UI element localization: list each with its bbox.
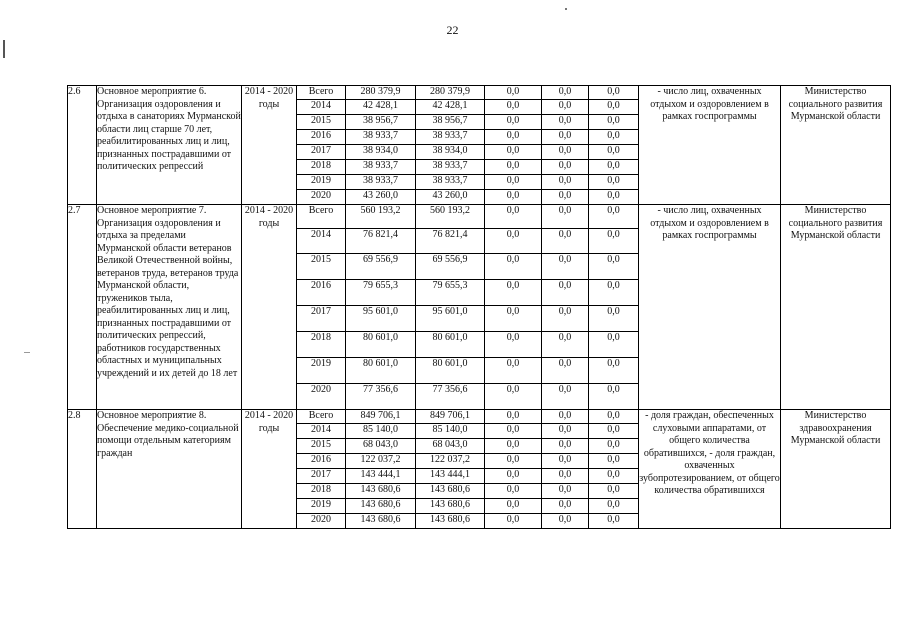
- local-funding-cell: 0,0: [542, 454, 589, 469]
- federal-funding-cell: 0,0: [485, 499, 542, 514]
- total-funding-cell: 76 821,4: [346, 229, 416, 254]
- total-funding-cell: 143 444,1: [346, 469, 416, 484]
- federal-funding-cell: 0,0: [485, 469, 542, 484]
- regional-funding-cell: 80 601,0: [416, 358, 485, 384]
- year-cell: 2018: [297, 332, 346, 358]
- local-funding-cell: 0,0: [542, 86, 589, 100]
- total-funding-cell: 849 706,1: [346, 410, 416, 424]
- regional-funding-cell: 38 933,7: [416, 175, 485, 190]
- table-row: [68, 86, 891, 100]
- local-funding-cell: 0,0: [542, 100, 589, 115]
- regional-funding-cell: 76 821,4: [416, 229, 485, 254]
- federal-funding-cell: 0,0: [485, 439, 542, 454]
- executor-cell: Министерство социального развития Мурманской области: [781, 205, 891, 410]
- other-funding-cell: 0,0: [589, 469, 639, 484]
- total-funding-cell: 85 140,0: [346, 424, 416, 439]
- regional-funding-cell: 68 043,0: [416, 439, 485, 454]
- total-funding-cell: 143 680,6: [346, 484, 416, 499]
- local-funding-cell: 0,0: [542, 484, 589, 499]
- total-funding-cell: 42 428,1: [346, 100, 416, 115]
- federal-funding-cell: 0,0: [485, 229, 542, 254]
- year-cell: Всего: [297, 410, 346, 424]
- regional-funding-cell: 560 193,2: [416, 205, 485, 229]
- other-funding-cell: 0,0: [589, 358, 639, 384]
- year-cell: 2015: [297, 254, 346, 280]
- other-funding-cell: 0,0: [589, 384, 639, 410]
- local-funding-cell: 0,0: [542, 306, 589, 332]
- total-funding-cell: 38 933,7: [346, 160, 416, 175]
- executor-cell: Министерство социального развития Мурманской области: [781, 86, 891, 205]
- local-funding-cell: 0,0: [542, 384, 589, 410]
- federal-funding-cell: 0,0: [485, 454, 542, 469]
- other-funding-cell: 0,0: [589, 145, 639, 160]
- measure-period: 2014 - 2020 годы: [242, 410, 297, 529]
- total-funding-cell: 38 956,7: [346, 115, 416, 130]
- other-funding-cell: 0,0: [589, 130, 639, 145]
- local-funding-cell: 0,0: [542, 130, 589, 145]
- other-funding-cell: 0,0: [589, 229, 639, 254]
- local-funding-cell: 0,0: [542, 332, 589, 358]
- regional-funding-cell: 69 556,9: [416, 254, 485, 280]
- total-funding-cell: 43 260,0: [346, 190, 416, 205]
- measure-name: Основное мероприятие 6. Организация оздоровления и отдыха в санаториях Мурманской области лиц старше 70 лет, реабилитированных лиц и лиц, признанных пострадавшими от политических репрессий: [97, 86, 242, 205]
- total-funding-cell: 122 037,2: [346, 454, 416, 469]
- local-funding-cell: 0,0: [542, 175, 589, 190]
- total-funding-cell: 77 356,6: [346, 384, 416, 410]
- federal-funding-cell: 0,0: [485, 115, 542, 130]
- regional-funding-cell: 85 140,0: [416, 424, 485, 439]
- federal-funding-cell: 0,0: [485, 130, 542, 145]
- year-cell: 2015: [297, 439, 346, 454]
- scan-margin-mark: [3, 40, 5, 58]
- other-funding-cell: 0,0: [589, 160, 639, 175]
- other-funding-cell: 0,0: [589, 205, 639, 229]
- other-funding-cell: 0,0: [589, 424, 639, 439]
- local-funding-cell: 0,0: [542, 205, 589, 229]
- other-funding-cell: 0,0: [589, 332, 639, 358]
- year-cell: 2020: [297, 384, 346, 410]
- regional-funding-cell: 95 601,0: [416, 306, 485, 332]
- total-funding-cell: 80 601,0: [346, 332, 416, 358]
- regional-funding-cell: 79 655,3: [416, 280, 485, 306]
- total-funding-cell: 68 043,0: [346, 439, 416, 454]
- federal-funding-cell: 0,0: [485, 145, 542, 160]
- page-number: 22: [446, 23, 459, 37]
- year-cell: 2017: [297, 145, 346, 160]
- year-cell: 2020: [297, 514, 346, 529]
- federal-funding-cell: 0,0: [485, 384, 542, 410]
- year-cell: 2014: [297, 100, 346, 115]
- local-funding-cell: 0,0: [542, 145, 589, 160]
- year-cell: 2014: [297, 229, 346, 254]
- local-funding-cell: 0,0: [542, 280, 589, 306]
- other-funding-cell: 0,0: [589, 439, 639, 454]
- regional-funding-cell: 43 260,0: [416, 190, 485, 205]
- regional-funding-cell: 38 956,7: [416, 115, 485, 130]
- federal-funding-cell: 0,0: [485, 484, 542, 499]
- federal-funding-cell: 0,0: [485, 424, 542, 439]
- measure-number: 2.7: [68, 205, 97, 410]
- local-funding-cell: 0,0: [542, 190, 589, 205]
- measure-period: 2014 - 2020 годы: [242, 86, 297, 205]
- table-body: [68, 86, 891, 529]
- local-funding-cell: 0,0: [542, 514, 589, 529]
- federal-funding-cell: 0,0: [485, 100, 542, 115]
- other-funding-cell: 0,0: [589, 514, 639, 529]
- total-funding-cell: 80 601,0: [346, 358, 416, 384]
- total-funding-cell: 143 680,6: [346, 499, 416, 514]
- regional-funding-cell: 849 706,1: [416, 410, 485, 424]
- local-funding-cell: 0,0: [542, 358, 589, 384]
- measure-number: 2.6: [68, 86, 97, 205]
- year-cell: Всего: [297, 205, 346, 229]
- regional-funding-cell: 38 933,7: [416, 130, 485, 145]
- other-funding-cell: 0,0: [589, 254, 639, 280]
- indicator-cell: - число лиц, охваченных отдыхом и оздоровлением в рамках госпрограммы: [639, 205, 781, 410]
- year-cell: 2016: [297, 280, 346, 306]
- measure-name: Основное мероприятие 8. Обеспечение медико-социальной помощи отдельным категориям граждан: [97, 410, 242, 529]
- total-funding-cell: 79 655,3: [346, 280, 416, 306]
- local-funding-cell: 0,0: [542, 115, 589, 130]
- federal-funding-cell: 0,0: [485, 514, 542, 529]
- year-cell: 2014: [297, 424, 346, 439]
- year-cell: 2019: [297, 358, 346, 384]
- table-row: [68, 205, 891, 229]
- total-funding-cell: 95 601,0: [346, 306, 416, 332]
- local-funding-cell: 0,0: [542, 229, 589, 254]
- local-funding-cell: 0,0: [542, 254, 589, 280]
- other-funding-cell: 0,0: [589, 499, 639, 514]
- local-funding-cell: 0,0: [542, 160, 589, 175]
- other-funding-cell: 0,0: [589, 306, 639, 332]
- measure-period: 2014 - 2020 годы: [242, 205, 297, 410]
- other-funding-cell: 0,0: [589, 115, 639, 130]
- federal-funding-cell: 0,0: [485, 410, 542, 424]
- regional-funding-cell: 143 680,6: [416, 499, 485, 514]
- local-funding-cell: 0,0: [542, 424, 589, 439]
- total-funding-cell: 69 556,9: [346, 254, 416, 280]
- other-funding-cell: 0,0: [589, 454, 639, 469]
- other-funding-cell: 0,0: [589, 86, 639, 100]
- regional-funding-cell: 143 444,1: [416, 469, 485, 484]
- federal-funding-cell: 0,0: [485, 358, 542, 384]
- regional-funding-cell: 38 933,7: [416, 160, 485, 175]
- indicator-cell: - число лиц, охваченных отдыхом и оздоровлением в рамках госпрограммы: [639, 86, 781, 205]
- local-funding-cell: 0,0: [542, 439, 589, 454]
- year-cell: Всего: [297, 86, 346, 100]
- federal-funding-cell: 0,0: [485, 160, 542, 175]
- other-funding-cell: 0,0: [589, 280, 639, 306]
- other-funding-cell: 0,0: [589, 100, 639, 115]
- federal-funding-cell: 0,0: [485, 280, 542, 306]
- regional-funding-cell: 38 934,0: [416, 145, 485, 160]
- regional-funding-cell: 143 680,6: [416, 484, 485, 499]
- year-cell: 2016: [297, 130, 346, 145]
- federal-funding-cell: 0,0: [485, 86, 542, 100]
- budget-table: [67, 85, 891, 529]
- local-funding-cell: 0,0: [542, 469, 589, 484]
- regional-funding-cell: 80 601,0: [416, 332, 485, 358]
- other-funding-cell: 0,0: [589, 484, 639, 499]
- year-cell: 2018: [297, 160, 346, 175]
- regional-funding-cell: 280 379,9: [416, 86, 485, 100]
- scan-dot-mark: [565, 8, 567, 10]
- year-cell: 2016: [297, 454, 346, 469]
- year-cell: 2019: [297, 499, 346, 514]
- regional-funding-cell: 122 037,2: [416, 454, 485, 469]
- local-funding-cell: 0,0: [542, 499, 589, 514]
- executor-cell: Министерство здравоохранения Мурманской области: [781, 410, 891, 529]
- other-funding-cell: 0,0: [589, 190, 639, 205]
- measure-name: Основное мероприятие 7. Организация оздоровления и отдыха за пределами Мурманской области ветеранов Великой Отечественной войны, ветеранов труда, ветеранов труда Мурманской области, тружеников тыла, реабилитированных лиц и лиц, признанных пострадавшими от политических репрессий, работников государственных областных и муниципальных учреждений и их детей до 18 лет: [97, 205, 242, 410]
- other-funding-cell: 0,0: [589, 175, 639, 190]
- year-cell: 2017: [297, 469, 346, 484]
- other-funding-cell: 0,0: [589, 410, 639, 424]
- total-funding-cell: 38 934,0: [346, 145, 416, 160]
- total-funding-cell: 38 933,7: [346, 175, 416, 190]
- total-funding-cell: 38 933,7: [346, 130, 416, 145]
- federal-funding-cell: 0,0: [485, 306, 542, 332]
- table-row: [68, 410, 891, 424]
- federal-funding-cell: 0,0: [485, 205, 542, 229]
- federal-funding-cell: 0,0: [485, 332, 542, 358]
- indicator-cell: - доля граждан, обеспеченных слуховыми аппаратами, от общего количества обратившихся, - доля граждан, охваченных зубопротезированием, от общего количества обратившихся: [639, 410, 781, 529]
- scan-dash-mark: [24, 352, 30, 353]
- regional-funding-cell: 143 680,6: [416, 514, 485, 529]
- local-funding-cell: 0,0: [542, 410, 589, 424]
- federal-funding-cell: 0,0: [485, 175, 542, 190]
- year-cell: 2018: [297, 484, 346, 499]
- regional-funding-cell: 77 356,6: [416, 384, 485, 410]
- federal-funding-cell: 0,0: [485, 190, 542, 205]
- total-funding-cell: 280 379,9: [346, 86, 416, 100]
- year-cell: 2019: [297, 175, 346, 190]
- regional-funding-cell: 42 428,1: [416, 100, 485, 115]
- federal-funding-cell: 0,0: [485, 254, 542, 280]
- total-funding-cell: 560 193,2: [346, 205, 416, 229]
- total-funding-cell: 143 680,6: [346, 514, 416, 529]
- year-cell: 2015: [297, 115, 346, 130]
- year-cell: 2017: [297, 306, 346, 332]
- year-cell: 2020: [297, 190, 346, 205]
- measure-number: 2.8: [68, 410, 97, 529]
